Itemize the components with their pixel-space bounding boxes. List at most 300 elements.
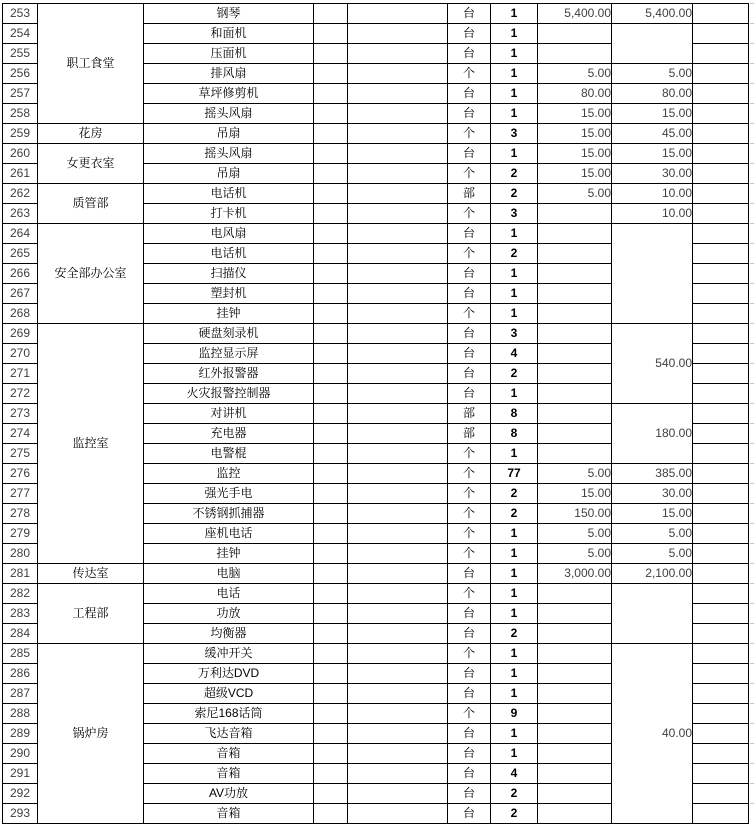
item-name-cell[interactable]: 火灾报警控制器 <box>144 384 314 404</box>
unit-price-cell[interactable]: 15.00 <box>538 164 612 184</box>
empty-cell[interactable] <box>348 104 448 124</box>
quantity-cell[interactable]: 1 <box>491 744 538 764</box>
quantity-cell[interactable]: 1 <box>491 304 538 324</box>
row-number-cell[interactable]: 282 <box>3 584 38 604</box>
unit-price-cell[interactable] <box>538 324 612 344</box>
empty-cell[interactable] <box>693 524 749 544</box>
empty-cell[interactable] <box>693 564 749 584</box>
empty-cell[interactable] <box>693 744 749 764</box>
row-number-cell[interactable]: 267 <box>3 284 38 304</box>
item-name-cell[interactable]: 红外报警器 <box>144 364 314 384</box>
item-name-cell[interactable]: 监控 <box>144 464 314 484</box>
unit-price-cell[interactable] <box>538 624 612 644</box>
unit-price-cell[interactable]: 5.00 <box>538 64 612 84</box>
row-number-cell[interactable]: 264 <box>3 224 38 244</box>
empty-cell[interactable] <box>693 104 749 124</box>
department-cell[interactable]: 传达室 <box>38 564 144 584</box>
empty-cell[interactable] <box>348 304 448 324</box>
department-cell[interactable]: 质管部 <box>38 184 144 224</box>
row-number-cell[interactable]: 291 <box>3 764 38 784</box>
empty-cell[interactable] <box>348 244 448 264</box>
row-number-cell[interactable]: 281 <box>3 564 38 584</box>
empty-cell[interactable] <box>693 504 749 524</box>
empty-cell[interactable] <box>314 244 348 264</box>
row-number-cell[interactable]: 273 <box>3 404 38 424</box>
quantity-cell[interactable]: 1 <box>491 664 538 684</box>
empty-cell[interactable] <box>693 484 749 504</box>
row-number-cell[interactable]: 265 <box>3 244 38 264</box>
row-number-cell[interactable]: 274 <box>3 424 38 444</box>
empty-cell[interactable] <box>314 664 348 684</box>
quantity-cell[interactable]: 8 <box>491 424 538 444</box>
total-amount-cell[interactable]: 40.00 <box>612 644 693 824</box>
row-number-cell[interactable]: 284 <box>3 624 38 644</box>
unit-price-cell[interactable] <box>538 584 612 604</box>
empty-cell[interactable] <box>693 264 749 284</box>
empty-cell[interactable] <box>348 264 448 284</box>
empty-cell[interactable] <box>693 184 749 204</box>
empty-cell[interactable] <box>348 584 448 604</box>
unit-cell[interactable]: 台 <box>448 324 491 344</box>
row-number-cell[interactable]: 279 <box>3 524 38 544</box>
item-name-cell[interactable]: 缓冲开关 <box>144 644 314 664</box>
quantity-cell[interactable]: 2 <box>491 484 538 504</box>
empty-cell[interactable] <box>693 124 749 144</box>
unit-price-cell[interactable]: 15.00 <box>538 124 612 144</box>
empty-cell[interactable] <box>314 384 348 404</box>
quantity-cell[interactable]: 1 <box>491 104 538 124</box>
quantity-cell[interactable]: 1 <box>491 4 538 24</box>
unit-price-cell[interactable] <box>538 804 612 824</box>
quantity-cell[interactable]: 1 <box>491 684 538 704</box>
empty-cell[interactable] <box>314 544 348 564</box>
quantity-cell[interactable]: 1 <box>491 384 538 404</box>
quantity-cell[interactable]: 2 <box>491 164 538 184</box>
unit-cell[interactable]: 个 <box>448 644 491 664</box>
item-name-cell[interactable]: 吊扇 <box>144 124 314 144</box>
department-cell[interactable]: 职工食堂 <box>38 4 144 124</box>
empty-cell[interactable] <box>314 284 348 304</box>
row-number-cell[interactable]: 271 <box>3 364 38 384</box>
unit-price-cell[interactable] <box>538 424 612 444</box>
quantity-cell[interactable]: 1 <box>491 284 538 304</box>
unit-cell[interactable]: 台 <box>448 784 491 804</box>
empty-cell[interactable] <box>693 664 749 684</box>
empty-cell[interactable] <box>693 4 749 24</box>
empty-cell[interactable] <box>348 464 448 484</box>
unit-cell[interactable]: 台 <box>448 264 491 284</box>
item-name-cell[interactable]: 和面机 <box>144 24 314 44</box>
empty-cell[interactable] <box>314 624 348 644</box>
unit-cell[interactable]: 台 <box>448 764 491 784</box>
unit-cell[interactable]: 个 <box>448 464 491 484</box>
unit-cell[interactable]: 台 <box>448 384 491 404</box>
empty-cell[interactable] <box>348 664 448 684</box>
unit-price-cell[interactable] <box>538 284 612 304</box>
quantity-cell[interactable]: 1 <box>491 524 538 544</box>
item-name-cell[interactable]: 电脑 <box>144 564 314 584</box>
row-number-cell[interactable]: 255 <box>3 44 38 64</box>
item-name-cell[interactable]: 硬盘刻录机 <box>144 324 314 344</box>
unit-cell[interactable]: 台 <box>448 604 491 624</box>
unit-price-cell[interactable] <box>538 304 612 324</box>
empty-cell[interactable] <box>693 64 749 84</box>
empty-cell[interactable] <box>348 724 448 744</box>
empty-cell[interactable] <box>314 724 348 744</box>
empty-cell[interactable] <box>348 704 448 724</box>
item-name-cell[interactable]: 监控显示屏 <box>144 344 314 364</box>
unit-price-cell[interactable] <box>538 664 612 684</box>
empty-cell[interactable] <box>693 544 749 564</box>
empty-cell[interactable] <box>348 684 448 704</box>
unit-price-cell[interactable] <box>538 24 612 44</box>
empty-cell[interactable] <box>348 184 448 204</box>
unit-price-cell[interactable] <box>538 244 612 264</box>
empty-cell[interactable] <box>693 204 749 224</box>
empty-cell[interactable] <box>348 164 448 184</box>
empty-cell[interactable] <box>314 84 348 104</box>
total-amount-cell[interactable]: 80.00 <box>612 84 693 104</box>
item-name-cell[interactable]: 超级VCD <box>144 684 314 704</box>
unit-cell[interactable]: 台 <box>448 284 491 304</box>
row-number-cell[interactable]: 275 <box>3 444 38 464</box>
unit-cell[interactable]: 台 <box>448 84 491 104</box>
empty-cell[interactable] <box>348 624 448 644</box>
row-number-cell[interactable]: 263 <box>3 204 38 224</box>
empty-cell[interactable] <box>314 304 348 324</box>
unit-cell[interactable]: 个 <box>448 304 491 324</box>
unit-cell[interactable]: 台 <box>448 24 491 44</box>
item-name-cell[interactable]: 对讲机 <box>144 404 314 424</box>
unit-cell[interactable]: 台 <box>448 744 491 764</box>
unit-price-cell[interactable] <box>538 704 612 724</box>
quantity-cell[interactable]: 2 <box>491 624 538 644</box>
item-name-cell[interactable]: 强光手电 <box>144 484 314 504</box>
empty-cell[interactable] <box>348 4 448 24</box>
item-name-cell[interactable]: 摇头风扇 <box>144 144 314 164</box>
empty-cell[interactable] <box>693 384 749 404</box>
empty-cell[interactable] <box>314 784 348 804</box>
total-amount-cell[interactable]: 15.00 <box>612 104 693 124</box>
unit-price-cell[interactable] <box>538 264 612 284</box>
unit-cell[interactable]: 个 <box>448 584 491 604</box>
quantity-cell[interactable]: 3 <box>491 324 538 344</box>
quantity-cell[interactable]: 2 <box>491 184 538 204</box>
unit-price-cell[interactable] <box>538 684 612 704</box>
empty-cell[interactable] <box>693 804 749 824</box>
unit-price-cell[interactable]: 5.00 <box>538 524 612 544</box>
total-amount-cell[interactable] <box>612 224 693 324</box>
quantity-cell[interactable]: 1 <box>491 584 538 604</box>
empty-cell[interactable] <box>314 184 348 204</box>
total-amount-cell[interactable]: 45.00 <box>612 124 693 144</box>
empty-cell[interactable] <box>314 324 348 344</box>
unit-price-cell[interactable] <box>538 364 612 384</box>
item-name-cell[interactable]: 挂钟 <box>144 544 314 564</box>
empty-cell[interactable] <box>314 744 348 764</box>
unit-price-cell[interactable] <box>538 744 612 764</box>
row-number-cell[interactable]: 278 <box>3 504 38 524</box>
empty-cell[interactable] <box>693 764 749 784</box>
empty-cell[interactable] <box>348 764 448 784</box>
empty-cell[interactable] <box>314 144 348 164</box>
unit-price-cell[interactable] <box>538 44 612 64</box>
quantity-cell[interactable]: 2 <box>491 244 538 264</box>
empty-cell[interactable] <box>348 564 448 584</box>
row-number-cell[interactable]: 292 <box>3 784 38 804</box>
empty-cell[interactable] <box>314 364 348 384</box>
empty-cell[interactable] <box>348 224 448 244</box>
row-number-cell[interactable]: 259 <box>3 124 38 144</box>
empty-cell[interactable] <box>693 704 749 724</box>
empty-cell[interactable] <box>314 604 348 624</box>
total-amount-cell[interactable]: 5.00 <box>612 524 693 544</box>
item-name-cell[interactable]: 不锈钢抓捕器 <box>144 504 314 524</box>
unit-cell[interactable]: 台 <box>448 4 491 24</box>
unit-cell[interactable]: 台 <box>448 804 491 824</box>
item-name-cell[interactable]: 电话机 <box>144 184 314 204</box>
unit-cell[interactable]: 台 <box>448 44 491 64</box>
item-name-cell[interactable]: 电话机 <box>144 244 314 264</box>
unit-cell[interactable]: 台 <box>448 624 491 644</box>
unit-price-cell[interactable] <box>538 724 612 744</box>
row-number-cell[interactable]: 270 <box>3 344 38 364</box>
row-number-cell[interactable]: 262 <box>3 184 38 204</box>
row-number-cell[interactable]: 285 <box>3 644 38 664</box>
row-number-cell[interactable]: 286 <box>3 664 38 684</box>
unit-cell[interactable]: 台 <box>448 664 491 684</box>
empty-cell[interactable] <box>348 544 448 564</box>
quantity-cell[interactable]: 1 <box>491 144 538 164</box>
empty-cell[interactable] <box>693 624 749 644</box>
empty-cell[interactable] <box>314 224 348 244</box>
empty-cell[interactable] <box>314 264 348 284</box>
item-name-cell[interactable]: 吊扇 <box>144 164 314 184</box>
quantity-cell[interactable]: 1 <box>491 564 538 584</box>
quantity-cell[interactable]: 1 <box>491 64 538 84</box>
empty-cell[interactable] <box>314 44 348 64</box>
unit-price-cell[interactable]: 3,000.00 <box>538 564 612 584</box>
total-amount-cell[interactable]: 540.00 <box>612 324 693 404</box>
empty-cell[interactable] <box>693 444 749 464</box>
row-number-cell[interactable]: 268 <box>3 304 38 324</box>
quantity-cell[interactable]: 3 <box>491 204 538 224</box>
total-amount-cell[interactable]: 180.00 <box>612 404 693 464</box>
item-name-cell[interactable]: 音箱 <box>144 744 314 764</box>
unit-cell[interactable]: 个 <box>448 124 491 144</box>
total-amount-cell[interactable]: 5.00 <box>612 544 693 564</box>
unit-cell[interactable]: 个 <box>448 484 491 504</box>
empty-cell[interactable] <box>348 444 448 464</box>
empty-cell[interactable] <box>348 64 448 84</box>
empty-cell[interactable] <box>314 584 348 604</box>
empty-cell[interactable] <box>314 24 348 44</box>
quantity-cell[interactable]: 1 <box>491 84 538 104</box>
unit-cell[interactable]: 台 <box>448 684 491 704</box>
empty-cell[interactable] <box>348 124 448 144</box>
unit-price-cell[interactable] <box>538 444 612 464</box>
row-number-cell[interactable]: 269 <box>3 324 38 344</box>
item-name-cell[interactable]: 挂钟 <box>144 304 314 324</box>
unit-price-cell[interactable] <box>538 344 612 364</box>
empty-cell[interactable] <box>693 364 749 384</box>
total-amount-cell[interactable]: 30.00 <box>612 164 693 184</box>
empty-cell[interactable] <box>314 164 348 184</box>
empty-cell[interactable] <box>314 564 348 584</box>
unit-cell[interactable]: 台 <box>448 104 491 124</box>
unit-price-cell[interactable] <box>538 224 612 244</box>
empty-cell[interactable] <box>348 604 448 624</box>
empty-cell[interactable] <box>314 504 348 524</box>
unit-cell[interactable]: 台 <box>448 564 491 584</box>
row-number-cell[interactable]: 272 <box>3 384 38 404</box>
empty-cell[interactable] <box>693 724 749 744</box>
unit-price-cell[interactable]: 5.00 <box>538 544 612 564</box>
item-name-cell[interactable]: 电话 <box>144 584 314 604</box>
empty-cell[interactable] <box>348 324 448 344</box>
quantity-cell[interactable]: 2 <box>491 504 538 524</box>
empty-cell[interactable] <box>348 144 448 164</box>
quantity-cell[interactable]: 1 <box>491 264 538 284</box>
unit-price-cell[interactable]: 15.00 <box>538 104 612 124</box>
empty-cell[interactable] <box>314 644 348 664</box>
item-name-cell[interactable]: 音箱 <box>144 804 314 824</box>
unit-price-cell[interactable]: 15.00 <box>538 484 612 504</box>
total-amount-cell[interactable]: 5.00 <box>612 64 693 84</box>
empty-cell[interactable] <box>693 644 749 664</box>
unit-cell[interactable]: 个 <box>448 524 491 544</box>
empty-cell[interactable] <box>314 764 348 784</box>
empty-cell[interactable] <box>314 124 348 144</box>
unit-cell[interactable]: 台 <box>448 364 491 384</box>
total-amount-cell[interactable]: 10.00 <box>612 184 693 204</box>
item-name-cell[interactable]: 摇头风扇 <box>144 104 314 124</box>
unit-price-cell[interactable] <box>538 644 612 664</box>
row-number-cell[interactable]: 288 <box>3 704 38 724</box>
empty-cell[interactable] <box>314 104 348 124</box>
empty-cell[interactable] <box>348 504 448 524</box>
unit-cell[interactable]: 台 <box>448 144 491 164</box>
empty-cell[interactable] <box>314 484 348 504</box>
empty-cell[interactable] <box>314 4 348 24</box>
unit-price-cell[interactable]: 5.00 <box>538 184 612 204</box>
empty-cell[interactable] <box>693 24 749 44</box>
unit-cell[interactable]: 台 <box>448 224 491 244</box>
empty-cell[interactable] <box>348 344 448 364</box>
department-cell[interactable]: 花房 <box>38 124 144 144</box>
row-number-cell[interactable]: 256 <box>3 64 38 84</box>
row-number-cell[interactable]: 277 <box>3 484 38 504</box>
empty-cell[interactable] <box>314 704 348 724</box>
item-name-cell[interactable]: AV功放 <box>144 784 314 804</box>
empty-cell[interactable] <box>348 644 448 664</box>
department-cell[interactable]: 锅炉房 <box>38 644 144 824</box>
empty-cell[interactable] <box>348 384 448 404</box>
unit-cell[interactable]: 个 <box>448 544 491 564</box>
quantity-cell[interactable]: 1 <box>491 44 538 64</box>
unit-cell[interactable]: 部 <box>448 184 491 204</box>
item-name-cell[interactable]: 功放 <box>144 604 314 624</box>
quantity-cell[interactable]: 1 <box>491 24 538 44</box>
item-name-cell[interactable]: 钢琴 <box>144 4 314 24</box>
row-number-cell[interactable]: 253 <box>3 4 38 24</box>
empty-cell[interactable] <box>693 224 749 244</box>
empty-cell[interactable] <box>348 84 448 104</box>
total-amount-cell[interactable]: 30.00 <box>612 484 693 504</box>
empty-cell[interactable] <box>314 344 348 364</box>
quantity-cell[interactable]: 1 <box>491 604 538 624</box>
quantity-cell[interactable]: 1 <box>491 544 538 564</box>
unit-price-cell[interactable]: 5,400.00 <box>538 4 612 24</box>
empty-cell[interactable] <box>693 324 749 344</box>
empty-cell[interactable] <box>693 404 749 424</box>
total-amount-cell[interactable] <box>612 584 693 644</box>
unit-cell[interactable]: 个 <box>448 204 491 224</box>
department-cell[interactable]: 安全部办公室 <box>38 224 144 324</box>
unit-price-cell[interactable] <box>538 204 612 224</box>
empty-cell[interactable] <box>693 164 749 184</box>
quantity-cell[interactable]: 1 <box>491 724 538 744</box>
department-cell[interactable]: 监控室 <box>38 324 144 564</box>
empty-cell[interactable] <box>314 404 348 424</box>
unit-cell[interactable]: 个 <box>448 164 491 184</box>
total-amount-cell[interactable]: 15.00 <box>612 144 693 164</box>
item-name-cell[interactable]: 音箱 <box>144 764 314 784</box>
department-cell[interactable]: 女更衣室 <box>38 144 144 184</box>
empty-cell[interactable] <box>314 424 348 444</box>
empty-cell[interactable] <box>348 784 448 804</box>
empty-cell[interactable] <box>348 24 448 44</box>
empty-cell[interactable] <box>693 344 749 364</box>
empty-cell[interactable] <box>314 64 348 84</box>
unit-price-cell[interactable]: 15.00 <box>538 144 612 164</box>
empty-cell[interactable] <box>348 204 448 224</box>
empty-cell[interactable] <box>693 464 749 484</box>
total-amount-cell[interactable]: 10.00 <box>612 204 693 224</box>
quantity-cell[interactable]: 3 <box>491 124 538 144</box>
item-name-cell[interactable]: 草坪修剪机 <box>144 84 314 104</box>
empty-cell[interactable] <box>348 404 448 424</box>
empty-cell[interactable] <box>693 784 749 804</box>
item-name-cell[interactable]: 万利达DVD <box>144 664 314 684</box>
department-cell[interactable]: 工程部 <box>38 584 144 644</box>
quantity-cell[interactable]: 1 <box>491 644 538 664</box>
unit-cell[interactable]: 个 <box>448 704 491 724</box>
empty-cell[interactable] <box>693 304 749 324</box>
unit-cell[interactable]: 台 <box>448 724 491 744</box>
empty-cell[interactable] <box>348 424 448 444</box>
item-name-cell[interactable]: 排风扇 <box>144 64 314 84</box>
empty-cell[interactable] <box>314 804 348 824</box>
empty-cell[interactable] <box>693 244 749 264</box>
empty-cell[interactable] <box>314 464 348 484</box>
item-name-cell[interactable]: 扫描仪 <box>144 264 314 284</box>
unit-price-cell[interactable] <box>538 784 612 804</box>
empty-cell[interactable] <box>314 684 348 704</box>
empty-cell[interactable] <box>348 524 448 544</box>
total-amount-cell[interactable]: 15.00 <box>612 504 693 524</box>
quantity-cell[interactable]: 4 <box>491 344 538 364</box>
empty-cell[interactable] <box>693 44 749 64</box>
unit-price-cell[interactable] <box>538 404 612 424</box>
row-number-cell[interactable]: 257 <box>3 84 38 104</box>
unit-price-cell[interactable]: 150.00 <box>538 504 612 524</box>
row-number-cell[interactable]: 260 <box>3 144 38 164</box>
quantity-cell[interactable]: 9 <box>491 704 538 724</box>
unit-cell[interactable]: 个 <box>448 244 491 264</box>
total-amount-cell[interactable]: 2,100.00 <box>612 564 693 584</box>
item-name-cell[interactable]: 电警棍 <box>144 444 314 464</box>
